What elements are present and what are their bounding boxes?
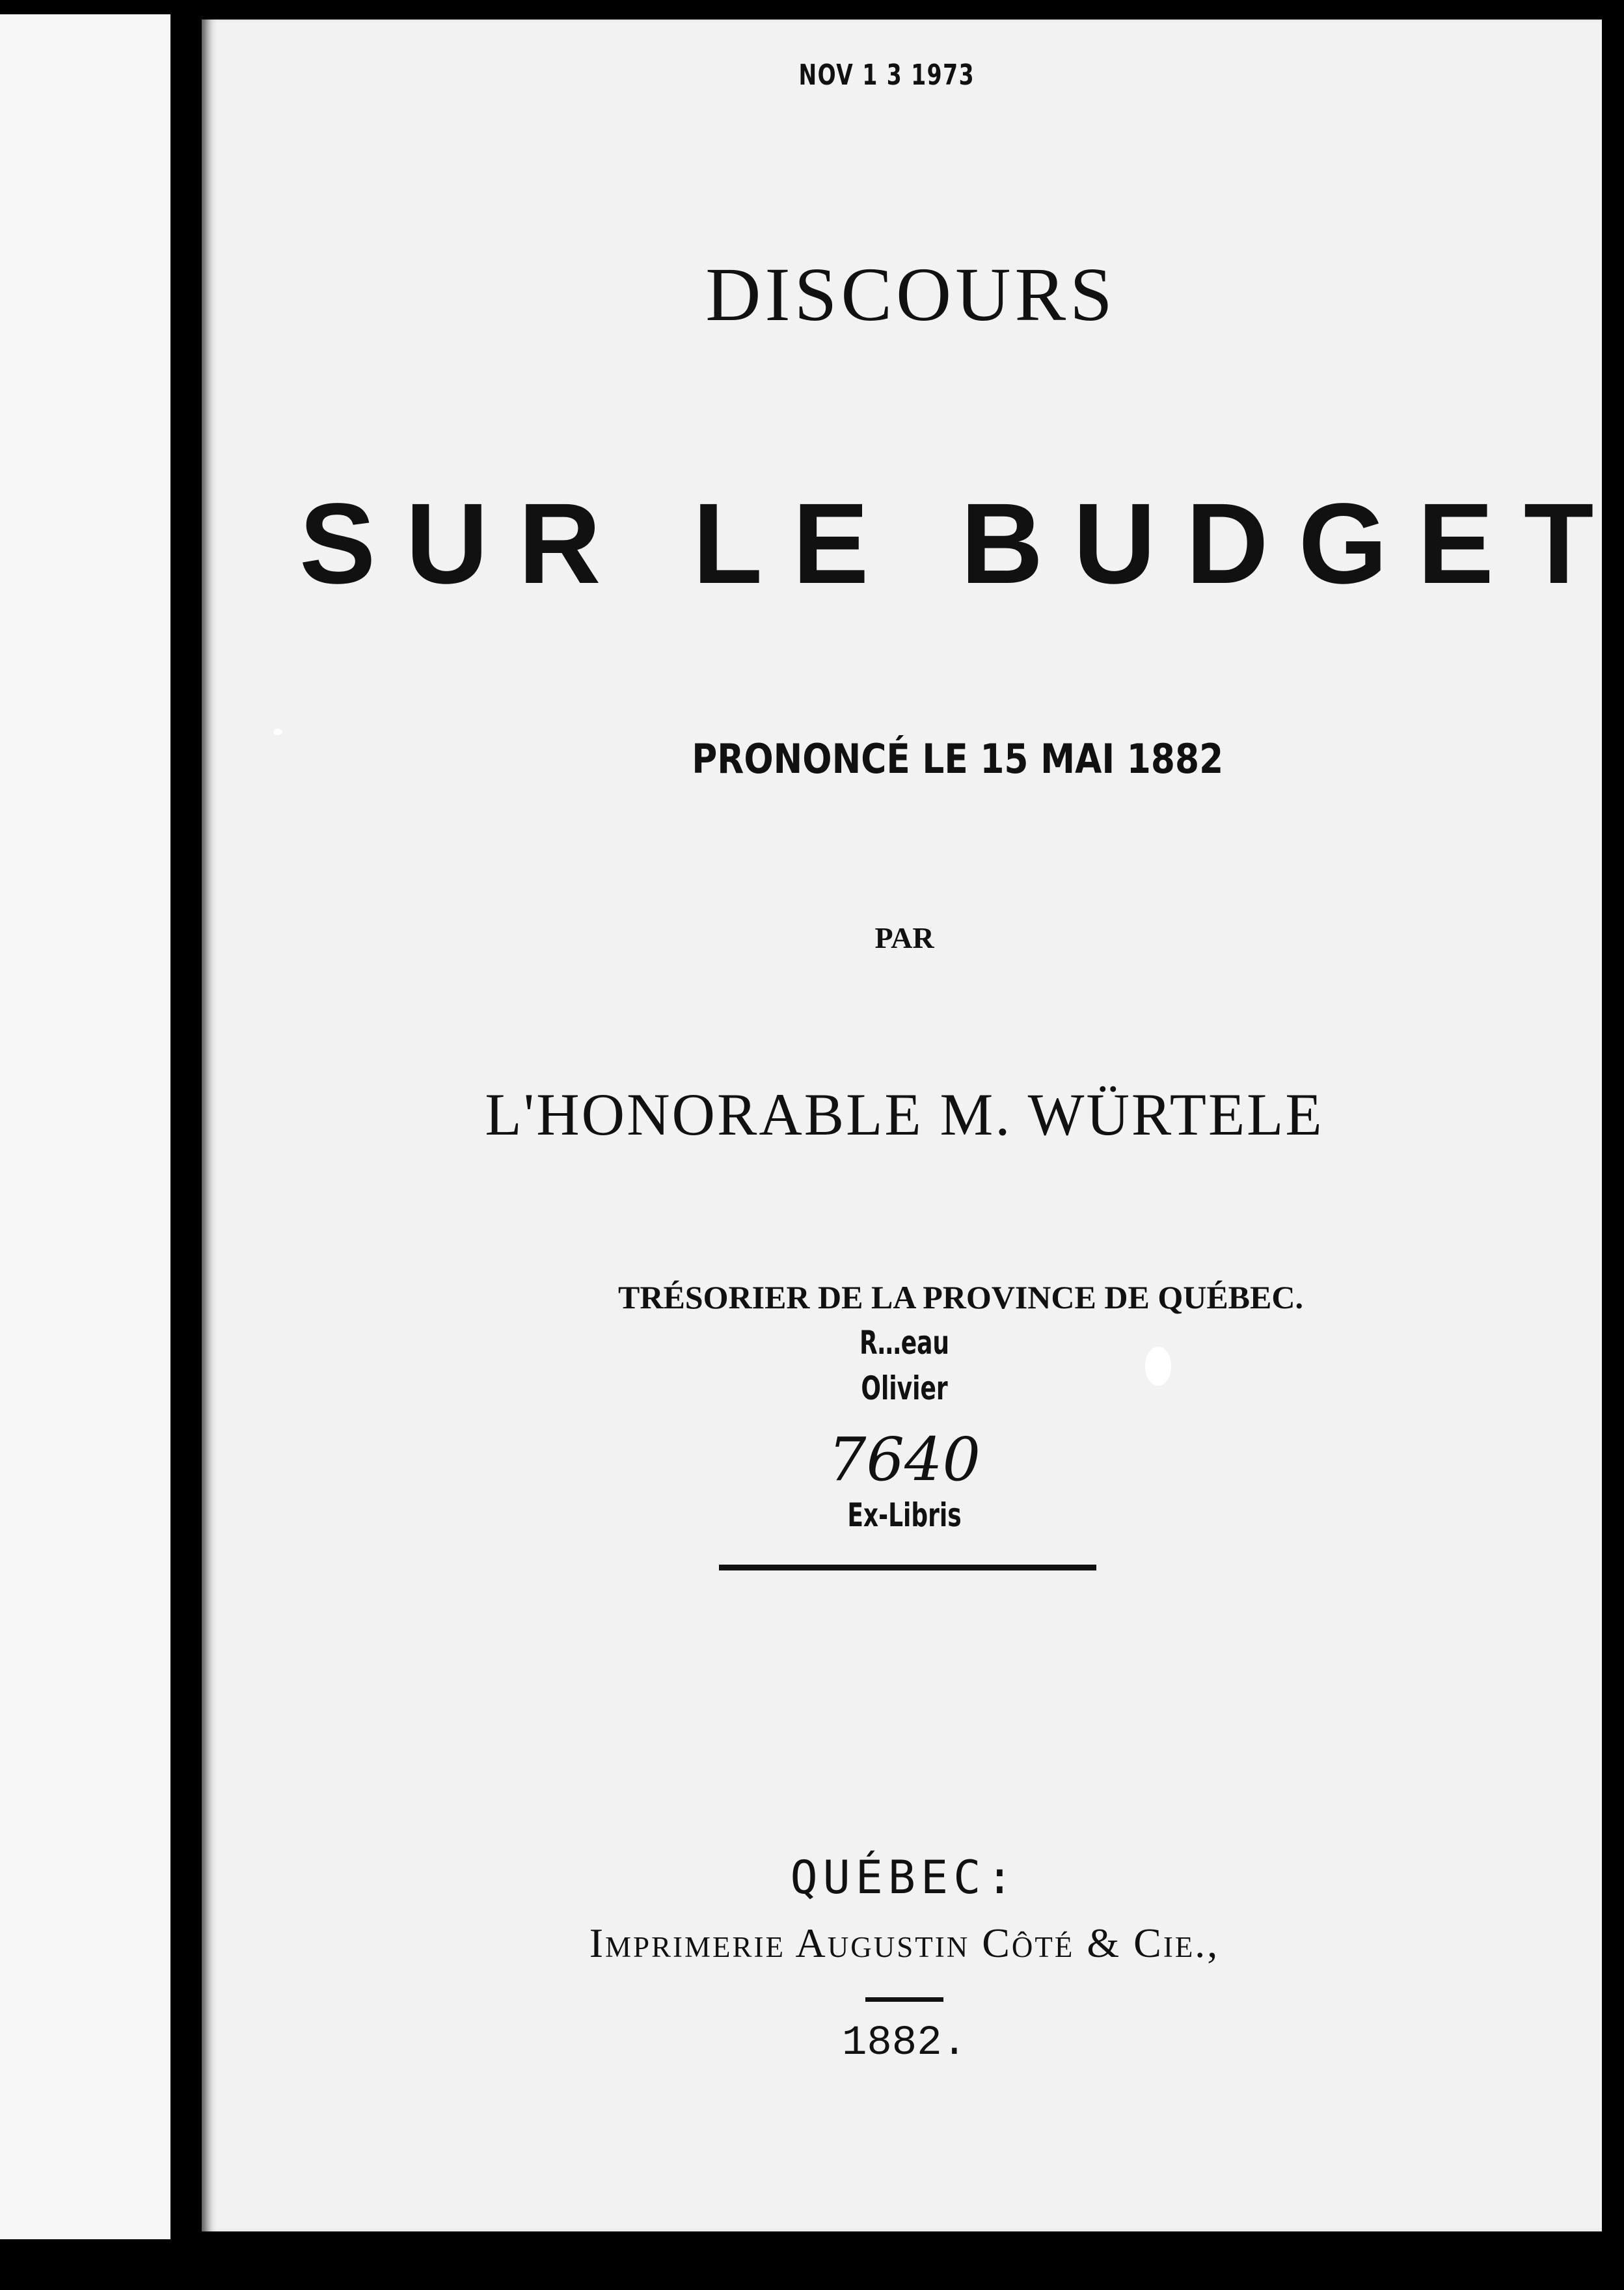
- author-name: L'HONORABLE M. WÜRTELE: [485, 1081, 1324, 1148]
- main-title: SUR LE BUDGET: [299, 480, 1624, 608]
- flyleaf-page: [0, 14, 170, 2239]
- author-role: TRÉSORIER DE LA PROVINCE DE QUÉBEC.: [618, 1279, 1303, 1315]
- date-stamp: NOV 1 3 1973: [798, 59, 975, 92]
- paper-speck: [1145, 1347, 1171, 1386]
- ex-libris-stamp-line3: Ex-Libris: [847, 1496, 962, 1534]
- imprint-rule: [865, 1997, 943, 2002]
- title-page: [202, 20, 1624, 2231]
- paper-speck: [273, 729, 282, 735]
- ex-libris-stamp-line2: Olivier: [861, 1369, 948, 1407]
- handwritten-catalog-number: 7640: [828, 1425, 981, 1494]
- title-line-discours: DISCOURS: [705, 252, 1116, 337]
- subtitle-date: PRONONCÉ LE 15 MAI 1882: [692, 735, 1224, 783]
- imprint-year: 1882.: [841, 2020, 968, 2067]
- ex-libris-stamp-line1: R…eau: [859, 1324, 950, 1362]
- decorative-rule: [719, 1565, 1096, 1570]
- imprint-printer: Imprimerie Augustin Côté & Cie.,: [589, 1920, 1220, 1966]
- imprint-city: QUÉBEC:: [790, 1851, 1019, 1904]
- par-label: PAR: [874, 921, 934, 954]
